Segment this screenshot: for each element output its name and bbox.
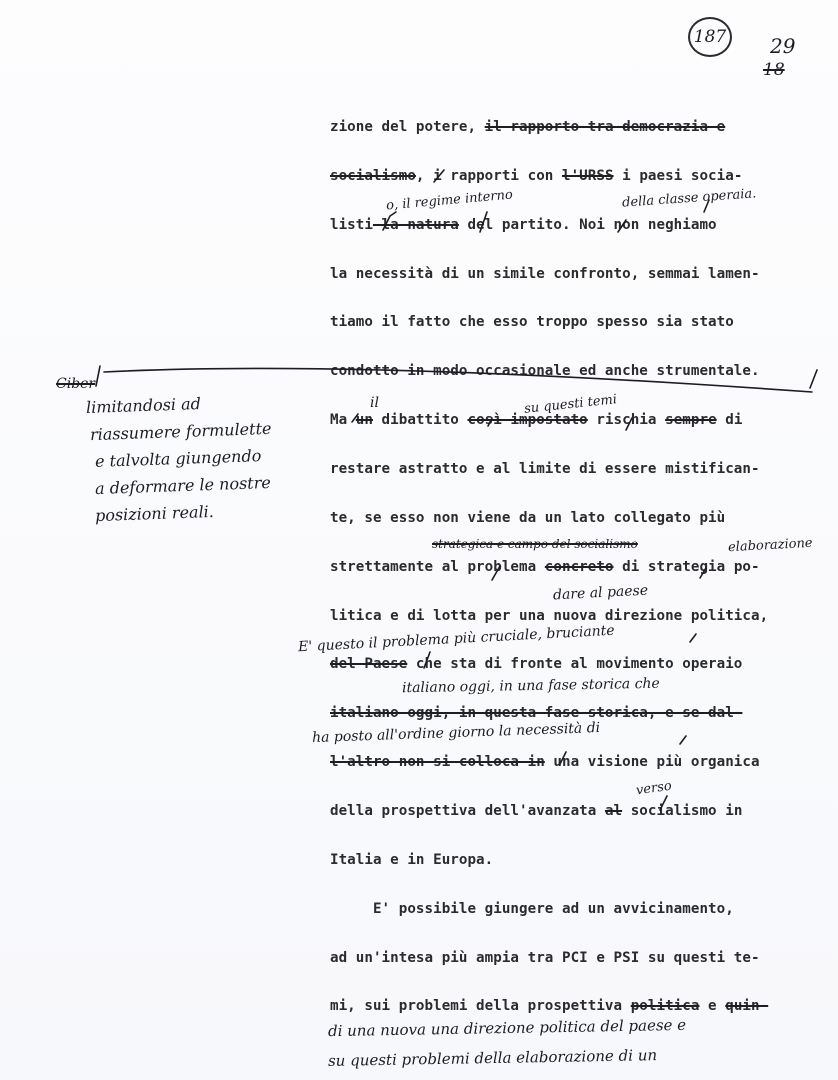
typed-line <box>330 654 742 674</box>
handwritten-continuation-1: di una nuova una direzione politica del paese e <box>327 1015 687 1041</box>
typed-line <box>330 312 734 332</box>
typed-text: di <box>716 412 743 429</box>
typed-text: rischia <box>587 412 666 429</box>
typed-text: ad un'intesa più ampia tra PCI e PSI su questi te- <box>330 949 760 966</box>
struck-text: l'altro non si colloca in <box>330 754 545 771</box>
typed-line <box>330 459 760 479</box>
typed-line <box>330 117 725 137</box>
struck-text: così impostato <box>467 412 588 429</box>
margin-note-line-6: posizioni reali. <box>94 501 215 526</box>
handwritten-insert-ordine: ha posto all'ordine giorno la necessità di <box>311 719 601 747</box>
handwritten-continuation-2: su questi problemi della elaborazione di un <box>327 1046 658 1070</box>
typed-line <box>330 264 760 284</box>
struck-text: del Paese <box>330 656 408 673</box>
typed-text: la necessità di un simile confronto, semmai lamen- <box>330 265 760 282</box>
margin-note-line-3: riassumere formulette <box>89 418 272 445</box>
typed-text: restare astratto e al limite di essere mistifican- <box>330 460 760 477</box>
typed-text: una visione più organica <box>544 754 760 771</box>
typed-text: E' possibile giungere ad un avvicinamento, <box>330 900 734 917</box>
typed-text: del partito. Noi non neghiamo <box>458 216 717 233</box>
typed-line <box>330 606 768 626</box>
handwritten-insert-verso: verso <box>635 778 673 799</box>
struck-text: la natura <box>372 216 459 233</box>
corner-page-number: 29 <box>770 34 796 58</box>
typed-text: strettamente al problema <box>330 558 545 575</box>
handwritten-struck-strategica: strategica e campo del socialismo <box>432 537 638 551</box>
struck-text: quin- <box>725 998 769 1015</box>
typed-line <box>330 850 493 870</box>
typed-text: mi, sui problemi della prospettiva <box>330 998 631 1015</box>
typed-text: tiamo il fatto che esso troppo spesso sia stato <box>330 314 734 331</box>
typed-text: e <box>699 998 726 1015</box>
typed-text: dibattito <box>372 412 468 429</box>
typed-line <box>330 557 760 577</box>
typed-line <box>330 215 717 235</box>
typed-text: i paesi socia- <box>613 167 743 184</box>
corner-page-number-struck: 18 <box>763 60 785 80</box>
handwritten-insert-elaborazione: elaborazione <box>727 535 813 556</box>
handwritten-insert-classe: della classe operaia. <box>621 186 757 211</box>
typed-line <box>330 508 725 528</box>
typed-text: litica e di lotta per una nuova direzione politica, <box>330 607 769 624</box>
typed-text: condotto in modo occasionale ed anche strumentale. <box>330 363 760 380</box>
margin-note-line-4: e talvolta giungendo <box>94 446 262 471</box>
handwritten-insert-il: il <box>370 395 379 411</box>
typed-text: zione del potere, <box>330 119 485 135</box>
handwritten-insert-problema: E' questo il problema più cruciale, bruciante <box>297 622 616 656</box>
typed-line <box>330 703 742 723</box>
struck-text: politica <box>630 998 700 1015</box>
typed-text: che sta di fronte al movimento operaio <box>407 656 743 673</box>
typed-text: Italia e in Europa. <box>330 851 494 868</box>
typed-line <box>330 166 742 186</box>
struck-text: il rapporto tra democrazia e <box>484 119 726 135</box>
handwritten-insert-temi: su questi temi <box>523 392 618 417</box>
margin-note-line-5: a deformare le nostre <box>94 472 272 499</box>
typed-text: socialismo in <box>622 802 743 819</box>
typed-line <box>330 801 742 821</box>
typed-line <box>330 361 760 381</box>
typed-text: listi <box>330 216 373 233</box>
struck-text: sempre <box>665 412 717 429</box>
struck-text: al <box>604 802 623 819</box>
typed-line <box>330 752 760 772</box>
circled-page-number <box>688 17 732 57</box>
typed-line <box>330 899 734 919</box>
handwritten-insert-paese: dare al paese <box>552 582 649 604</box>
struck-text: concreto <box>544 558 614 575</box>
typed-text: , i rapporti con <box>415 167 562 184</box>
typed-line <box>330 948 760 968</box>
typed-text: Ma <box>330 412 356 429</box>
typed-text: della prospettiva dell'avanzata <box>330 802 605 819</box>
circled-page-number-text: 187 <box>693 27 727 47</box>
struck-text: italiano oggi, in questa fase storica, e se dal- <box>330 705 743 722</box>
handwritten-insert-italiano: italiano oggi, in una fase storica che <box>401 675 660 697</box>
typed-text: di strategia po- <box>613 558 760 575</box>
handwritten-insert-regime: o, il regime interno <box>385 187 514 214</box>
struck-text: socialismo <box>330 167 416 184</box>
margin-note-line-2: limitandosi ad <box>85 394 202 417</box>
typed-text: te, se esso non viene da un lato collegato più <box>330 509 726 526</box>
typed-line <box>330 996 768 1016</box>
struck-text: un <box>355 412 373 429</box>
margin-note-line-1: Ciber <box>56 376 96 392</box>
struck-text: l'URSS <box>561 167 614 184</box>
